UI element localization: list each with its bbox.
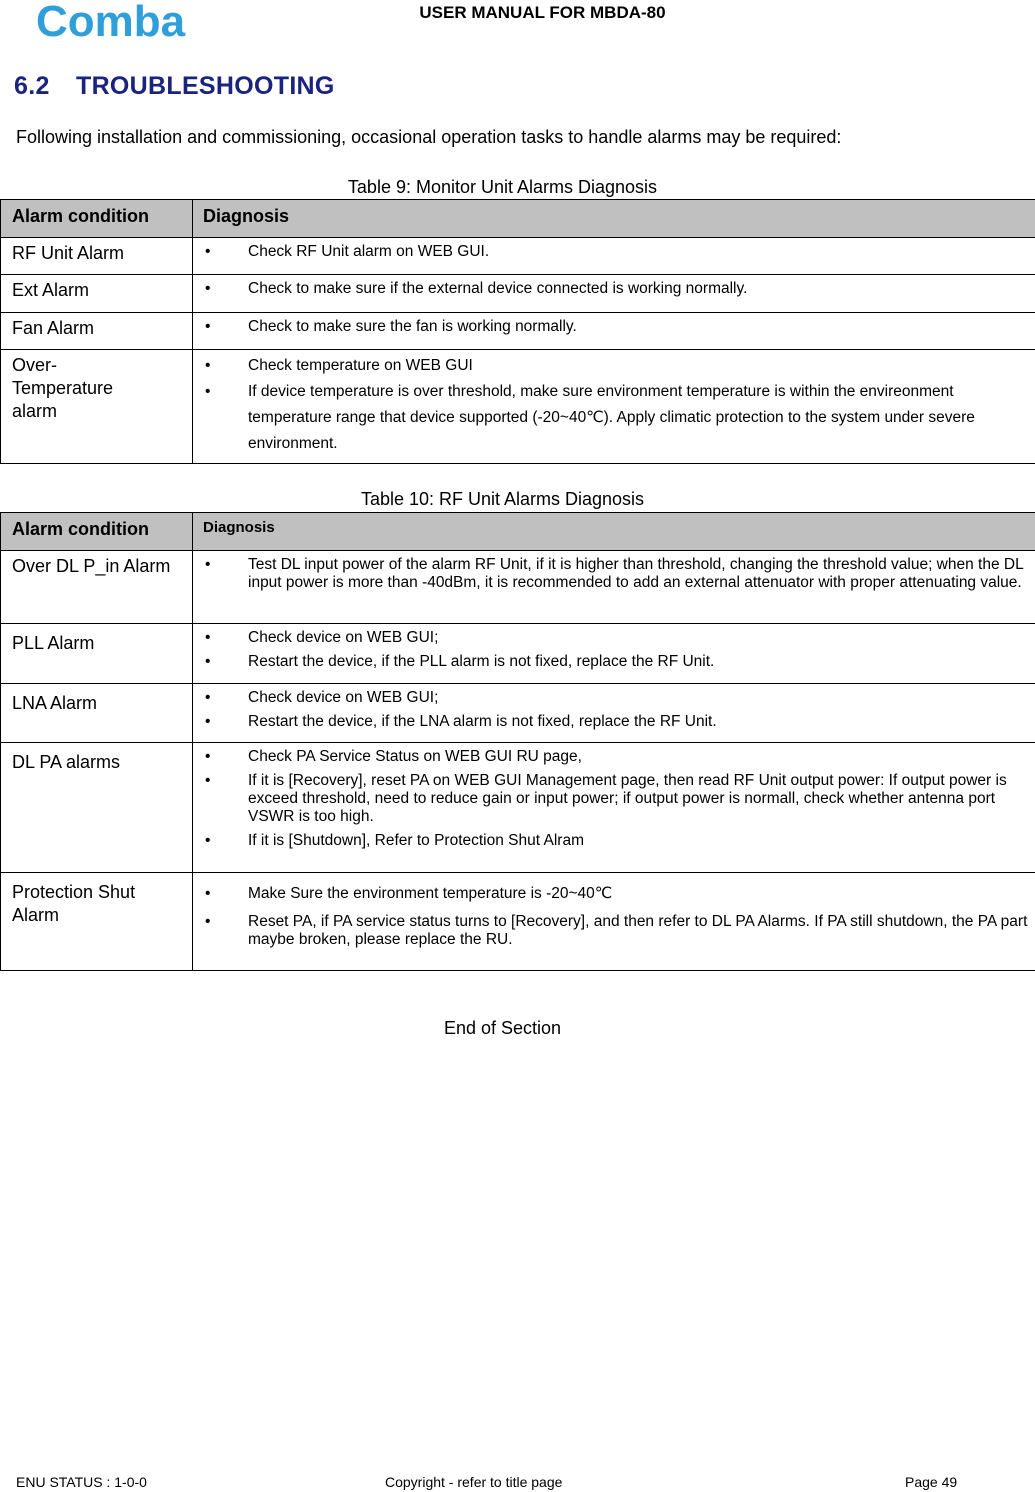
header-diagnosis: Diagnosis xyxy=(193,513,1035,551)
list-item: • Restart the device, if the PLL alarm is not fixed, replace the RF Unit. xyxy=(193,653,1029,671)
bullet: • xyxy=(205,280,211,297)
bullet: • xyxy=(205,318,211,335)
diagnosis-cell xyxy=(193,275,1035,313)
bullet: • xyxy=(205,556,211,573)
table-row xyxy=(1,551,1035,624)
alarm-condition-cell: Over-Temperature alarm xyxy=(1,350,193,464)
diagnosis-cell xyxy=(193,313,1035,350)
diagnosis-cell xyxy=(193,743,1035,873)
header-alarm-condition: Alarm condition xyxy=(1,200,193,238)
diagnosis-cell xyxy=(193,238,1035,275)
footer-status: ENU STATUS : 1-0-0 xyxy=(16,1474,147,1490)
bullet: • xyxy=(205,357,211,374)
alarm-condition-cell: DL PA alarms xyxy=(1,743,193,873)
bullet: • xyxy=(205,885,211,902)
intro-paragraph: Following installation and commissioning, occasional operation tasks to handle alarms may be required: xyxy=(16,127,842,147)
table-row xyxy=(1,873,1035,971)
header-alarm-condition: Alarm condition xyxy=(1,513,193,551)
alarm-condition-cell: LNA Alarm xyxy=(1,684,193,743)
diagnosis-cell xyxy=(193,350,1035,464)
alarm-condition-cell: Fan Alarm xyxy=(1,313,193,350)
bullet: • xyxy=(205,243,211,260)
alarm-condition-cell: Over DL P_in Alarm xyxy=(1,551,193,624)
bullet: • xyxy=(205,653,211,670)
footer-copyright: Copyright - refer to title page xyxy=(385,1474,563,1490)
bullet: • xyxy=(205,629,211,646)
table-monitor-alarms xyxy=(0,199,1035,464)
table-header-row xyxy=(1,513,1035,551)
diagnosis-cell xyxy=(193,873,1035,971)
list-item: • Restart the device, if the LNA alarm is not fixed, replace the RF Unit. xyxy=(193,713,1029,731)
section-number: 6.2 xyxy=(14,72,50,100)
alarm-condition-cell: Protection Shut Alarm xyxy=(1,873,193,971)
alarm-condition-cell: Ext Alarm xyxy=(1,275,193,313)
list-item: • If it is [Recovery], reset PA on WEB GUI Management page, then read RF Unit output power: If output power is exceed threshold, need to reduce gain or input power; if output power is normall, check whether antenna port VSWR is too high. xyxy=(193,772,1029,826)
table10-caption: Table 10: RF Unit Alarms Diagnosis xyxy=(360,489,645,509)
alarm-condition-cell: RF Unit Alarm xyxy=(1,238,193,275)
table-row xyxy=(1,238,1035,275)
svg-text:Comba: Comba xyxy=(36,4,186,40)
list-item: • Check RF Unit alarm on WEB GUI. xyxy=(193,243,1029,261)
section-heading xyxy=(14,72,335,101)
diagnosis-cell xyxy=(193,624,1035,684)
footer-page-number: Page 49 xyxy=(905,1474,958,1490)
section-title: TROUBLESHOOTING xyxy=(76,72,335,100)
bullet: • xyxy=(205,832,211,849)
list-item: • Make Sure the environment temperature is -20~40℃ xyxy=(193,885,1029,903)
bullet: • xyxy=(205,913,211,930)
table-row xyxy=(1,684,1035,743)
diagnosis-cell xyxy=(193,551,1035,624)
list-item: • If device temperature is over threshold, make sure environment temperature is within the envireonment temperature range that device supported (-20~40℃). Apply climatic protection to the system under severe environment. xyxy=(193,379,1029,457)
end-of-section: End of Section xyxy=(443,1018,562,1038)
table-rf-unit-alarms xyxy=(0,512,1035,971)
list-item: • Check to make sure if the external device connected is working normally. xyxy=(193,280,1029,298)
diagnosis-cell xyxy=(193,684,1035,743)
list-item: • Reset PA, if PA service status turns to [Recovery], and then refer to DL PA Alarms. If PA still shutdown, the PA part maybe broken, please replace the RU. xyxy=(193,913,1029,949)
bullet: • xyxy=(205,713,211,730)
list-item: • Check device on WEB GUI; xyxy=(193,629,1029,647)
list-item: • If it is [Shutdown], Refer to Protection Shut Alram xyxy=(193,832,1029,850)
table-header-row xyxy=(1,200,1035,238)
bullet: • xyxy=(205,748,211,765)
header-diagnosis: Diagnosis xyxy=(193,200,1035,238)
list-item: • Check to make sure the fan is working normally. xyxy=(193,318,1029,336)
table-row xyxy=(1,313,1035,350)
table-row xyxy=(1,275,1035,313)
table-row xyxy=(1,743,1035,873)
table-row xyxy=(1,624,1035,684)
list-item: • Check device on WEB GUI; xyxy=(193,689,1029,707)
document-title: USER MANUAL FOR MBDA-80 xyxy=(419,3,666,22)
bullet: • xyxy=(205,772,211,789)
table-row xyxy=(1,350,1035,464)
list-item: • Test DL input power of the alarm RF Unit, if it is higher than threshold, changing the threshold value; when the DL input power is more than -40dBm, it is recommended to add an external attenuator with proper attenuating value. xyxy=(193,556,1029,592)
table9-caption: Table 9: Monitor Unit Alarms Diagnosis xyxy=(347,177,658,197)
alarm-condition-cell: PLL Alarm xyxy=(1,624,193,684)
bullet: • xyxy=(205,689,211,706)
list-item: • Check PA Service Status on WEB GUI RU page, xyxy=(193,748,1029,766)
bullet: • xyxy=(205,383,211,400)
list-item: • Check temperature on WEB GUI xyxy=(193,353,1029,379)
